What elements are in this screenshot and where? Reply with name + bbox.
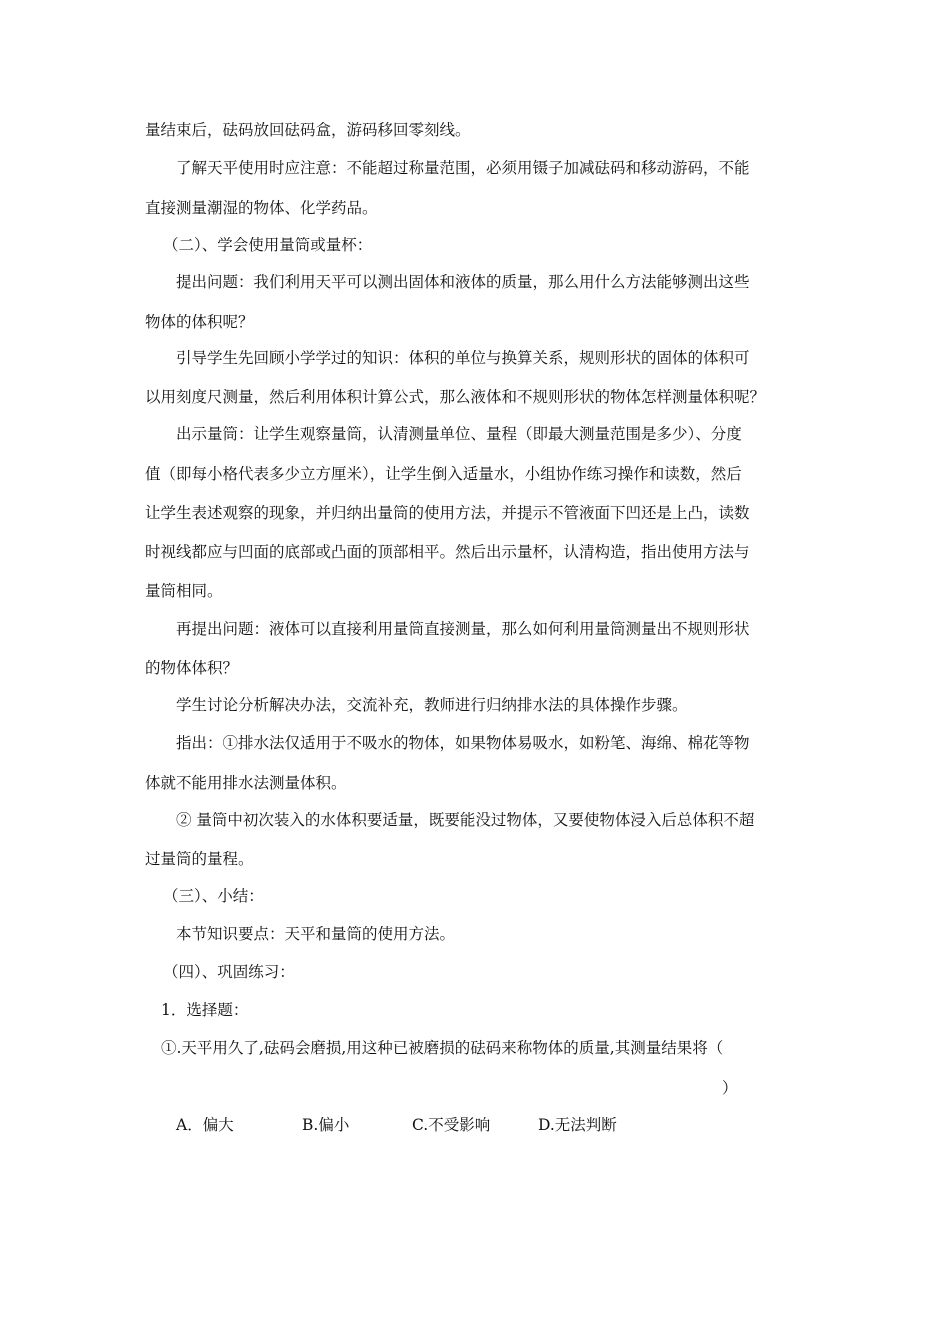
paragraph-line: 物体的体积呢？ <box>145 313 254 331</box>
paragraph-line: 量筒相同。 <box>145 582 223 600</box>
paragraph-line: 直接测量潮湿的物体、化学药品。 <box>145 199 378 217</box>
paragraph-line: 让学生表述观察的现象，并归纳出量筒的使用方法，并提示不管液面下凹还是上凸，读数 <box>145 504 750 522</box>
option-a: A．偏大 <box>176 1116 234 1134</box>
paragraph-line: 体就不能用排水法测量体积。 <box>145 774 347 792</box>
paragraph-line: 了解天平使用时应注意：不能超过称量范围，必须用镊子加减砝码和移动游码，不能 <box>176 159 750 177</box>
paragraph-line: 本节知识要点：天平和量筒的使用方法。 <box>176 925 456 943</box>
question-paren: ） <box>722 1079 738 1097</box>
paragraph-line: 出示量筒：让学生观察量筒，认清测量单位、量程（即最大测量范围是多少）、分度 <box>176 425 742 443</box>
paragraph-line: 以用刻度尺测量，然后利用体积计算公式，那么液体和不规则形状的物体怎样测量体积呢？ <box>145 388 766 406</box>
section-heading: （四）、巩固练习： <box>163 963 295 981</box>
paragraph-line: 值（即每小格代表多少立方厘米），让学生倒入适量水，小组协作练习操作和读数，然后 <box>145 465 742 483</box>
option-d: D.无法判断 <box>538 1116 617 1134</box>
option-b: B.偏小 <box>302 1116 350 1134</box>
option-c: C.不受影响 <box>412 1116 491 1134</box>
paragraph-line: 引导学生先回顾小学学过的知识：体积的单位与换算关系，规则形状的固体的体积可 <box>176 349 750 367</box>
paragraph-line: 过量筒的量程。 <box>145 850 254 868</box>
paragraph-line: 指出：①排水法仅适用于不吸水的物体，如果物体易吸水，如粉笔、海绵、棉花等物 <box>176 734 750 752</box>
paragraph-line: 再提出问题：液体可以直接利用量筒直接测量，那么如何利用量筒测量出不规则形状 <box>176 620 750 638</box>
question-heading: 1．选择题： <box>161 1001 249 1019</box>
paragraph-line: 量结束后，砝码放回砝码盒，游码移回零刻线。 <box>145 121 471 139</box>
section-heading: （三）、小结： <box>163 887 264 905</box>
paragraph-line: ② 量筒中初次装入的水体积要适量，既要能没过物体，又要使物体浸入后总体积不超 <box>176 811 755 829</box>
paragraph-line: 学生讨论分析解决办法，交流补充，教师进行归纳排水法的具体操作步骤。 <box>176 696 688 714</box>
paragraph-line: 时视线都应与凹面的底部或凸面的顶部相平。然后出示量杯，认清构造，指出使用方法与 <box>145 543 750 561</box>
question-text: ①.天平用久了,砝码会磨损,用这种已被磨损的砝码来称物体的质量,其测量结果将（ <box>161 1039 724 1057</box>
paragraph-line: 的物体体积？ <box>145 659 239 677</box>
paragraph-line: 提出问题：我们利用天平可以测出固体和液体的质量，那么用什么方法能够测出这些 <box>176 273 750 291</box>
section-heading: （二）、学会使用量筒或量杯： <box>163 236 373 254</box>
